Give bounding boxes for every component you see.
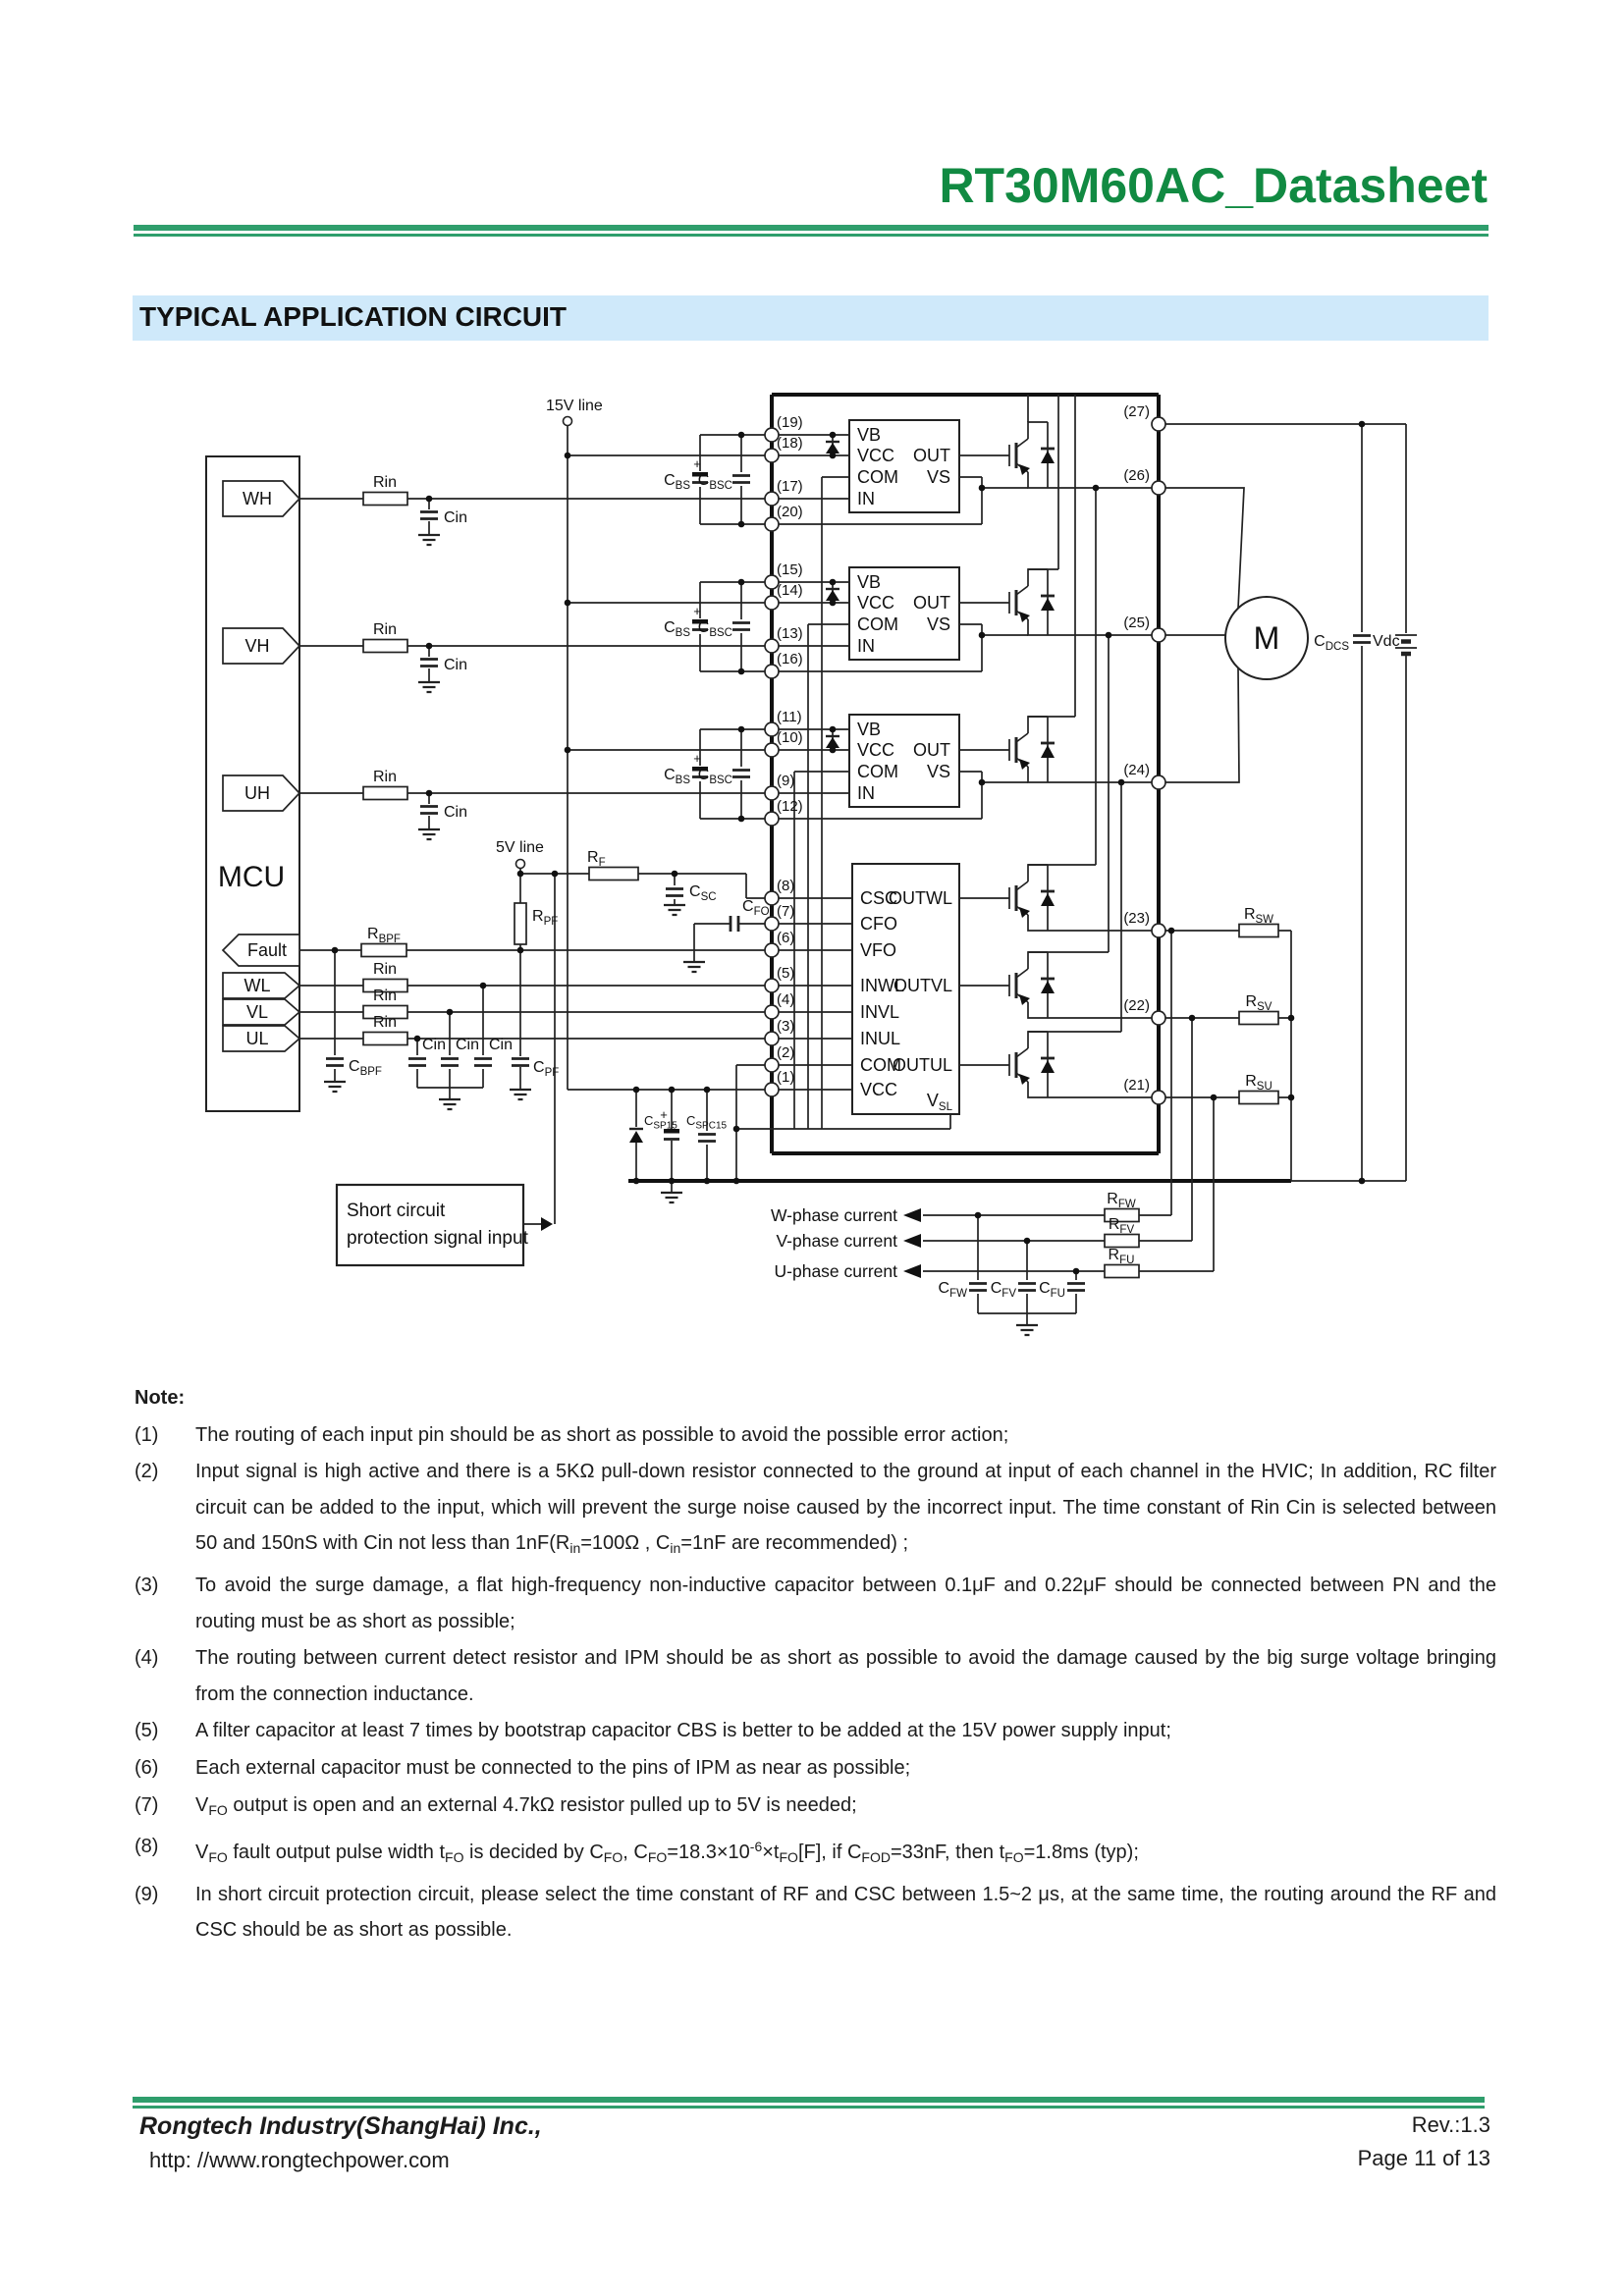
lvic-vcc: VCC [860,1080,898,1099]
pin-25: (25) [1123,614,1150,631]
u-phase-arrowhead [903,1264,921,1278]
label-cfo: $C_{FO}$ [742,898,770,918]
label-rsw: $R_{SW}$ [1243,906,1274,926]
footer-company: Rongtech Industry(ShangHai) Inc., [139,2112,542,2140]
hvic3-com: COM [857,762,898,781]
resistor-rbpf [361,944,406,957]
label-w-phase: W-phase current [770,1205,897,1225]
label-rfv: $R_{FV}$ [1108,1216,1135,1236]
v-phase-arrowhead [903,1234,921,1248]
hvic2-vcc: VCC [857,593,895,613]
igbt-v-high [959,569,1055,635]
motor-label: M [1253,620,1280,656]
lvic-vsl: $V_{SL}$ [926,1091,952,1113]
cdcs-cap [1353,636,1371,643]
label-cbpf: $C_{BPF}$ [349,1058,382,1078]
gnd-cbpf [324,1082,346,1092]
note-1: (1) The routing of each input pin should be as short as possible to avoid the possible error action; [135,1423,1009,1446]
label-cpf: $C_{PF}$ [533,1059,560,1079]
gnd-cpf [510,1090,531,1099]
label-cin-ul: Cin [422,1037,447,1053]
hvic3-vb: VB [857,720,882,739]
sc-arrowhead [541,1217,553,1231]
terminal-15v [564,417,572,426]
pin-2: (2) [777,1044,795,1061]
lvic-outwl: OUTWL [889,888,952,908]
notes-heading: Note: [135,1387,186,1409]
label-rpf: $R_{PF}$ [532,908,559,928]
pin-17: (17) [777,478,803,495]
label-cfu: $C_{FU}$ [1039,1280,1065,1300]
lvic-vfo: VFO [860,940,897,960]
pin-15: (15) [777,561,803,578]
label-plus-2: + [693,604,701,618]
lvic-outul: OUTUL [892,1055,952,1075]
pin-9: (9) [777,773,795,789]
label-plus-1: + [693,456,701,471]
gnd-cf [1016,1325,1038,1335]
label-15v-line: 15V line [546,398,603,414]
igbt-w-low [959,865,1055,931]
lvic-outvl: OUTVL [893,976,952,995]
section-title: TYPICAL APPLICATION CIRCUIT [139,301,568,332]
label-rbpf: $R_{BPF}$ [367,926,401,945]
label-cbsc-3: $C_{BSC}$ [697,767,732,786]
hvic3-vcc: VCC [857,740,895,760]
label-v-phase: V-phase current [776,1231,897,1251]
cin-cap-uh [420,807,438,814]
cin-cap-wl [474,1059,492,1066]
tag-vh-label: VH [244,636,270,656]
pin-20: (20) [777,504,803,520]
cfu-cap [1067,1284,1085,1291]
resistor-rsw [1239,925,1278,937]
label-vdc: Vdc [1373,633,1400,650]
gnd-csc [664,905,685,915]
sc-box-line1: Short circuit [347,1201,446,1221]
label-cin-vl: Cin [456,1037,480,1053]
igbt-u-high [959,717,1055,782]
hvic1-vb: VB [857,425,882,445]
hvic2-out: OUT [913,593,950,613]
pin-11: (11) [777,709,802,725]
footer-page-number: Page 11 of 13 [1357,2146,1490,2170]
note-3: (3) To avoid the surge damage, a flat high-frequency non-inductive capacitor between 0.1μF and 0.22μF should be connected between PN and the routing must be as short as possible; [135,1574,1496,1632]
cfo-cap [731,916,738,932]
notes-section [135,1380,1496,1949]
pin-19: (19) [777,414,803,431]
hvic1-com: COM [857,467,898,487]
tag-ul-label: UL [245,1029,269,1048]
csc-cap [666,889,683,896]
pin-6: (6) [777,930,795,946]
label-rsu: $R_{SU}$ [1245,1073,1272,1093]
resistor-rin-ul [363,1033,407,1045]
label-rin-wl: Rin [372,961,398,978]
resistor-rin-vh [363,640,407,653]
pin-1: (1) [777,1069,795,1086]
tag-uh-label: UH [244,783,270,803]
hvic3-vs: VS [926,762,950,781]
label-cin-wl: Cin [489,1037,514,1053]
hvic3-in: IN [857,783,875,803]
tag-wh-label: WH [243,489,272,508]
cpf-cap [512,1059,529,1066]
terminal-5v [516,860,525,869]
label-cbs-3: $C_{BS}$ [664,767,690,786]
sc-input-box [337,1185,523,1265]
label-rsv: $R_{SV}$ [1245,993,1272,1013]
pin-12: (12) [777,798,803,815]
tag-vl-label: VL [245,1002,269,1022]
igbt-u-low [959,1032,1055,1097]
cfw-cap [969,1284,987,1291]
note-6: (6) Each external capacitor must be connected to the pins of IPM as near as possible; [135,1756,911,1779]
label-cspc15: $C_{SPC15}$ [686,1113,728,1132]
pin-7: (7) [777,903,795,920]
igbt-w-high [959,422,1055,488]
hvic2-vb: VB [857,572,882,592]
pin-14: (14) [777,582,803,599]
label-plus-3: + [693,751,701,766]
label-cfw: $C_{FW}$ [938,1280,967,1300]
cspc15-cap [698,1135,716,1142]
note-7: (7) $V_{FO}$ output is open and an external 4.7kΩ resistor pulled up to 5V is needed; [135,1793,857,1818]
gnd-cin-uh [418,829,440,839]
resistor-rin-wh [363,493,407,506]
pin-24: (24) [1123,762,1150,778]
cbsc-cap-2 [732,623,750,630]
page-title: RT30M60AC_Datasheet [939,158,1488,213]
label-cin-uh: Cin [444,804,468,821]
label-rin-ul: Rin [372,1014,398,1031]
label-5v-line: 5V line [496,839,544,856]
hvic2-com: COM [857,614,898,634]
resistor-rin-uh [363,787,407,800]
label-rfw: $R_{FW}$ [1107,1191,1136,1210]
note-2: (2) Input signal is high active and there is a 5KΩ pull-down resistor connected to the ground at input of each channel in the HVIC; In addition, RC filter circuit can be added to the input, which will prevent the surge noise caused by the incorrect input. The time constant of Rin Cin is selected between 50 and 150nS with Cin not less than $1nF(R_{in}=100\Omega$ , $C_{in}=1nF$ are recommended) ; [135,1461,1496,1557]
label-rin-vh: Rin [372,621,398,638]
gnd-cin-low [439,1099,460,1109]
cin-cap-ul [408,1059,426,1066]
pin-10: (10) [777,729,803,746]
cbsc-cap-3 [732,771,750,777]
label-cbsc-1: $C_{BSC}$ [697,472,732,492]
tag-wl-label: WL [244,976,271,995]
label-rin-wh: Rin [372,474,398,491]
hvic2-in: IN [857,636,875,656]
ipm-package-outline [772,395,1159,1153]
gnd-csp [661,1193,682,1202]
label-cin-vh: Cin [444,657,468,673]
label-cfv: $C_{FV}$ [990,1280,1016,1300]
pin-3: (3) [777,1018,795,1035]
label-plus-csp: + [660,1107,668,1122]
footer-rule-thin [133,2106,1485,2109]
hvic1-vcc: VCC [857,446,895,465]
label-rfu: $R_{FU}$ [1108,1247,1135,1266]
pin-5: (5) [777,965,795,982]
cbpf-cap [326,1059,344,1066]
pin-21: (21) [1123,1077,1150,1094]
footer-revision: Rev.:1.3 [1411,2112,1490,2137]
resistor-rsu [1239,1092,1278,1104]
resistor-rfu [1105,1265,1139,1278]
hvic1-vs: VS [926,467,950,487]
cfv-cap [1018,1284,1036,1291]
pin-22: (22) [1123,997,1150,1014]
sc-box-line2: protection signal input [347,1228,528,1249]
lvic-com: COM [860,1055,901,1075]
igbt-v-low [959,952,1055,1018]
pin-26: (26) [1123,467,1150,484]
label-rin-uh: Rin [372,769,398,785]
resistor-rsv [1239,1012,1278,1025]
cin-cap-wh [420,512,438,519]
lvic-cfo: CFO [860,914,897,934]
pin-27: (27) [1123,403,1150,420]
lvic-invl: INVL [860,1002,900,1022]
sc-protect-diode [629,1129,643,1143]
label-csp15: $C_{SP15}$ [644,1113,677,1132]
gnd-cin-vh [418,682,440,692]
pin-13: (13) [777,625,803,642]
label-rin-vl: Rin [372,988,398,1004]
lvic-inul: INUL [860,1029,901,1048]
label-cbs-2: $C_{BS}$ [664,619,690,639]
note-8: (8) $V_{FO}$ fault output pulse width $t_{FO}$ is decided by $C_{FO}$, $C_{FO}=18.3\times 10^{-6}\times t_{FO}[F]$, if $C_{FOD}=33nF$, then $t_{FO}=1.8ms$ (typ); [135,1836,1139,1866]
pin-8: (8) [777,878,795,894]
w-phase-arrowhead [903,1208,921,1222]
hvic1-in: IN [857,489,875,508]
pin-16: (16) [777,651,803,667]
cin-cap-vl [441,1059,459,1066]
tag-fault-label: Fault [246,940,288,960]
label-cbsc-2: $C_{BSC}$ [697,619,732,639]
resistor-rpf [514,903,526,944]
label-cin-wh: Cin [444,509,468,526]
cbsc-cap-1 [732,476,750,483]
resistor-rf [589,868,638,881]
label-csc: $C_{SC}$ [689,883,717,903]
label-u-phase: U-phase current [774,1261,897,1281]
hvic1-out: OUT [913,446,950,465]
label-cbs-1: $C_{BS}$ [664,472,690,492]
label-cdcs: $C_{DCS}$ [1314,633,1349,653]
mcu-label: MCU [217,861,286,893]
gnd-cfo [683,962,705,972]
cin-cap-vh [420,660,438,667]
hvic3-out: OUT [913,740,950,760]
lvic-inwl: INWL [860,976,904,995]
hvic2-vs: VS [926,614,950,634]
gnd-cin-wh [418,535,440,545]
footer-url: http: //www.rongtechpower.com [149,2148,450,2172]
pin-23: (23) [1123,910,1150,927]
footer-rule-thick [133,2097,1485,2103]
package-pins [516,417,1166,1105]
junction-dots [332,421,1366,1275]
note-5: (5) A filter capacitor at least 7 times by bootstrap capacitor CBS is better to be added at the 15V power supply input; [135,1720,1171,1742]
label-rf: $R_F$ [587,849,606,869]
note-4: (4) The routing between current detect resistor and IPM should be as short as possible to avoid the damage caused by the big surge voltage bringing from the connection inductance. [135,1647,1496,1705]
note-9: (9) In short circuit protection circuit, please select the time constant of RF and CSC between 1.5~2 μs, at the same time, the routing around the RF and CSC should be as short as possible. [135,1883,1496,1942]
pin-4: (4) [777,991,795,1008]
resistor-rfv [1105,1235,1139,1248]
lvic-csc: CSC [860,888,898,908]
pin-18: (18) [777,435,803,452]
